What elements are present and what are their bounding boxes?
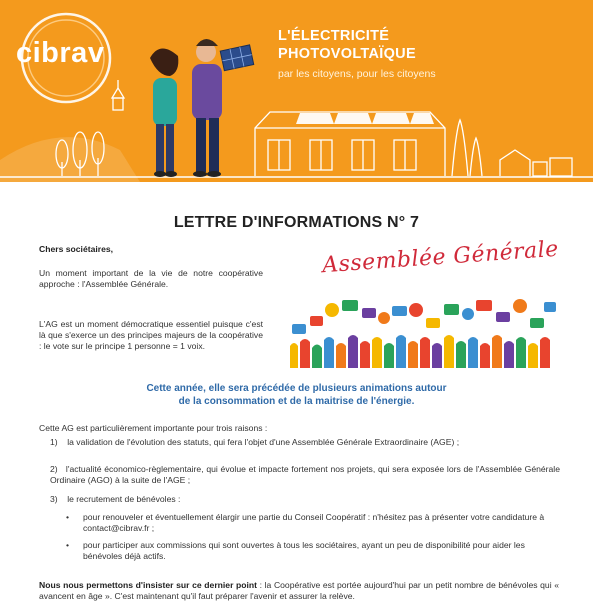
bullet-dot: • xyxy=(66,512,70,522)
header-title-line2: PHOTOVOLTAÏQUE xyxy=(278,46,416,62)
paragraph-intro: Un moment important de la vie de notre coopérative approche : l'Assemblée Générale. xyxy=(39,268,263,289)
page-title: LETTRE D'INFORMATIONS N° 7 xyxy=(173,214,420,231)
logo: cibrav xyxy=(16,37,105,69)
header-subtitle: par les citoyens, pour les citoyens xyxy=(278,68,436,80)
highlight-line1: Cette année, elle sera précédée de plusieurs animations autour xyxy=(146,383,447,394)
highlight-line2: de la consommation et de la maitrise de l'énergie. xyxy=(178,396,415,407)
reasons-intro: Cette AG est particulièrement importante pour trois raisons : xyxy=(39,423,268,433)
reason-3-text: le recrutement de bénévoles : xyxy=(67,494,181,504)
raised-hands-illustration xyxy=(288,296,558,368)
header-title-line1: L'ÉLECTRICITÉ xyxy=(278,28,390,44)
closing-bold: Nous nous permettons d'insister sur ce dernier point xyxy=(39,580,258,590)
reason-2 xyxy=(50,464,560,486)
reason-2-number: 2) xyxy=(50,464,58,474)
highlight-message xyxy=(0,382,593,408)
bullet-commissions xyxy=(66,540,558,562)
bullet-conseil xyxy=(66,512,558,534)
reason-3-number: 3) xyxy=(50,494,58,504)
paragraph-ag: L'AG est un moment démocratique essentiel puisque c'est là que s'exerce un des principes majeurs de la coopérative : le vote sur le principe 1 personne = 1 voix. xyxy=(39,319,263,351)
closing-paragraph xyxy=(39,580,559,602)
bullet-conseil-text: pour renouveler et éventuellement élargir une partie du Conseil Coopératif : n'hésitez pas à présenter votre candidature à contact@cibrav.fr ; xyxy=(83,512,545,533)
header-banner xyxy=(0,0,593,182)
reason-2-text: l'actualité économico-règlementaire, qui évolue et impacte fortement nos projets, qui sera exposée lors de l'Assemblée Générale Ordinaire (AGO) à la suite de l'AGE ; xyxy=(50,464,560,485)
greeting: Chers sociétaires, xyxy=(39,244,114,254)
reason-1-text: la validation de l'évolution des statuts, qui fera l'objet d'une Assemblée Générale Extraordinaire (AGE) ; xyxy=(67,437,460,447)
reason-1 xyxy=(50,437,560,448)
bullet-commissions-text: pour participer aux commissions qui sont ouvertes à tous les sociétaires, ayant un peu de disponibilité pour aider les bénévoles déjà actifs. xyxy=(83,540,525,561)
reason-3 xyxy=(50,494,180,505)
reason-1-number: 1) xyxy=(50,437,58,447)
bullet-dot: • xyxy=(66,540,70,550)
closing-text: : la Coopérative est portée aujourd'hui par un petit nombre de bénévoles qui « avancent en âge ». C'est maintenant qu'il faut préparer l'avenir et assurer la relève. xyxy=(39,580,559,601)
header-title xyxy=(278,27,416,63)
ag-heading: Assemblée Générale xyxy=(321,236,560,279)
